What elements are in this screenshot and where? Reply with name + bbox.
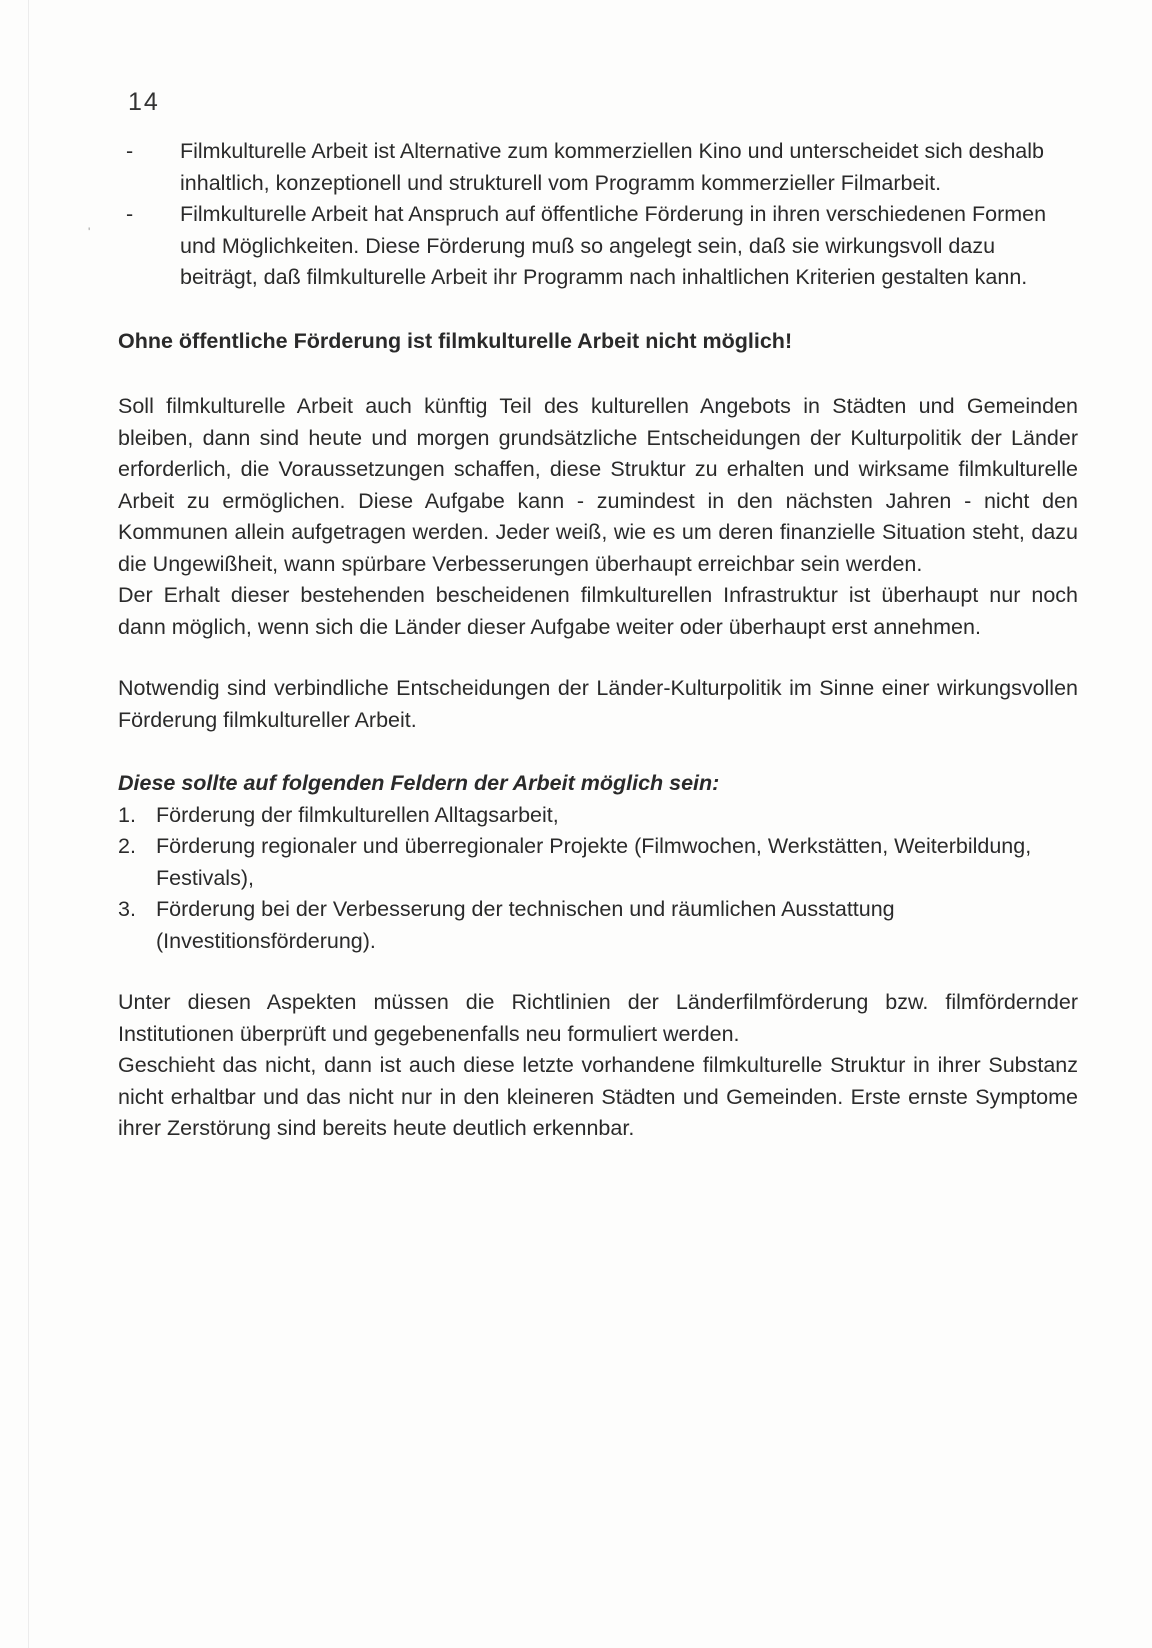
paragraph-5: Geschieht das nicht, dann ist auch diese letzte vorhandene filmkulturelle Struktur in ihrer Substanz nicht erhaltbar und das nicht nur in den kleineren Städten und Gemeinden. Erste ernste Symptome ihrer Zerstörung sind bereits heute deutlich erkennbar. (118, 1053, 1078, 1140)
bullet-marker: - (126, 202, 134, 226)
margin-tick-mark: ' (88, 225, 91, 239)
bold-heading: Ohne öffentliche Förderung ist filmkulturelle Arbeit nicht möglich! (118, 328, 793, 353)
number-marker: 1. (118, 802, 136, 827)
bullet-marker: - (126, 139, 134, 163)
numbered-item (118, 800, 1078, 832)
page-number: 14 (128, 88, 160, 116)
bullet-text: Filmkulturelle Arbeit ist Alternative zum kommerziellen Kino und unterscheidet sich deshalb inhaltlich, konzeptionell und strukturell vom Programm kommerzieller Filmarbeit. (180, 139, 1044, 195)
numbered-list (118, 800, 1078, 958)
number-marker: 3. (118, 897, 136, 921)
bullet-list (118, 136, 1078, 294)
paragraph-1: Soll filmkulturelle Arbeit auch künftig Teil des kulturellen Angebots in Städten und Gemeinden bleiben, dann sind heute und morgen grundsätzliche Entscheidungen der Kulturpolitik der Länder erforderlich, die Voraussetzungen schaffen, diese Struktur zu erhalten und wirksame filmkulturelle Arbeit zu ermöglichen. Diese Aufgabe kann - zumindest in den nächsten Jahren - nicht den Kommunen allein aufgetragen werden. Jeder weiß, wie es um deren finanzielle Situation steht, dazu die Ungewißheit, wann spürbare Verbesserungen überhaupt erreichbar sein werden. (118, 394, 1078, 576)
paragraph-3: Notwendig sind verbindliche Entscheidungen der Länder-Kulturpolitik im Sinne einer wirkungsvollen Förderung filmkultureller Arbeit. (118, 676, 1078, 732)
numbered-item-text: Förderung bei der Verbesserung der technischen und räumlichen Ausstattung (Investitionsförderung). (156, 897, 895, 953)
italic-heading: Diese sollte auf folgenden Feldern der Arbeit möglich sein: (118, 771, 720, 795)
numbered-item-text: Förderung regionaler und überregionaler Projekte (Filmwochen, Werkstätten, Weiterbildung, Festivals), (156, 834, 1032, 890)
page-edge-line (28, 0, 29, 1648)
document-body (118, 136, 1078, 1145)
paragraph-4: Unter diesen Aspekten müssen die Richtlinien der Länderfilmförderung bzw. filmfördernder Institutionen überprüft und gegebenenfalls neu formuliert werden. (118, 990, 1078, 1046)
numbered-item (118, 831, 1078, 894)
bullet-text: Filmkulturelle Arbeit hat Anspruch auf öffentliche Förderung in ihren verschiedenen Formen und Möglichkeiten. Diese Förderung muß so angelegt sein, daß sie wirkungsvoll dazu beiträgt, daß filmkulturelle Arbeit ihr Programm nach inhaltlichen Kriterien gestalten kann. (180, 202, 1047, 289)
numbered-item (118, 894, 1078, 957)
paragraph-2: Der Erhalt dieser bestehenden bescheidenen filmkulturellen Infrastruktur ist überhaupt nur noch dann möglich, wenn sich die Länder dieser Aufgabe weiter oder überhaupt erst annehmen. (118, 583, 1078, 639)
number-marker: 2. (118, 834, 136, 858)
bullet-item (118, 199, 1078, 294)
numbered-item-text: Förderung der filmkulturellen Alltagsarbeit, (156, 802, 559, 827)
bullet-item (118, 136, 1078, 199)
